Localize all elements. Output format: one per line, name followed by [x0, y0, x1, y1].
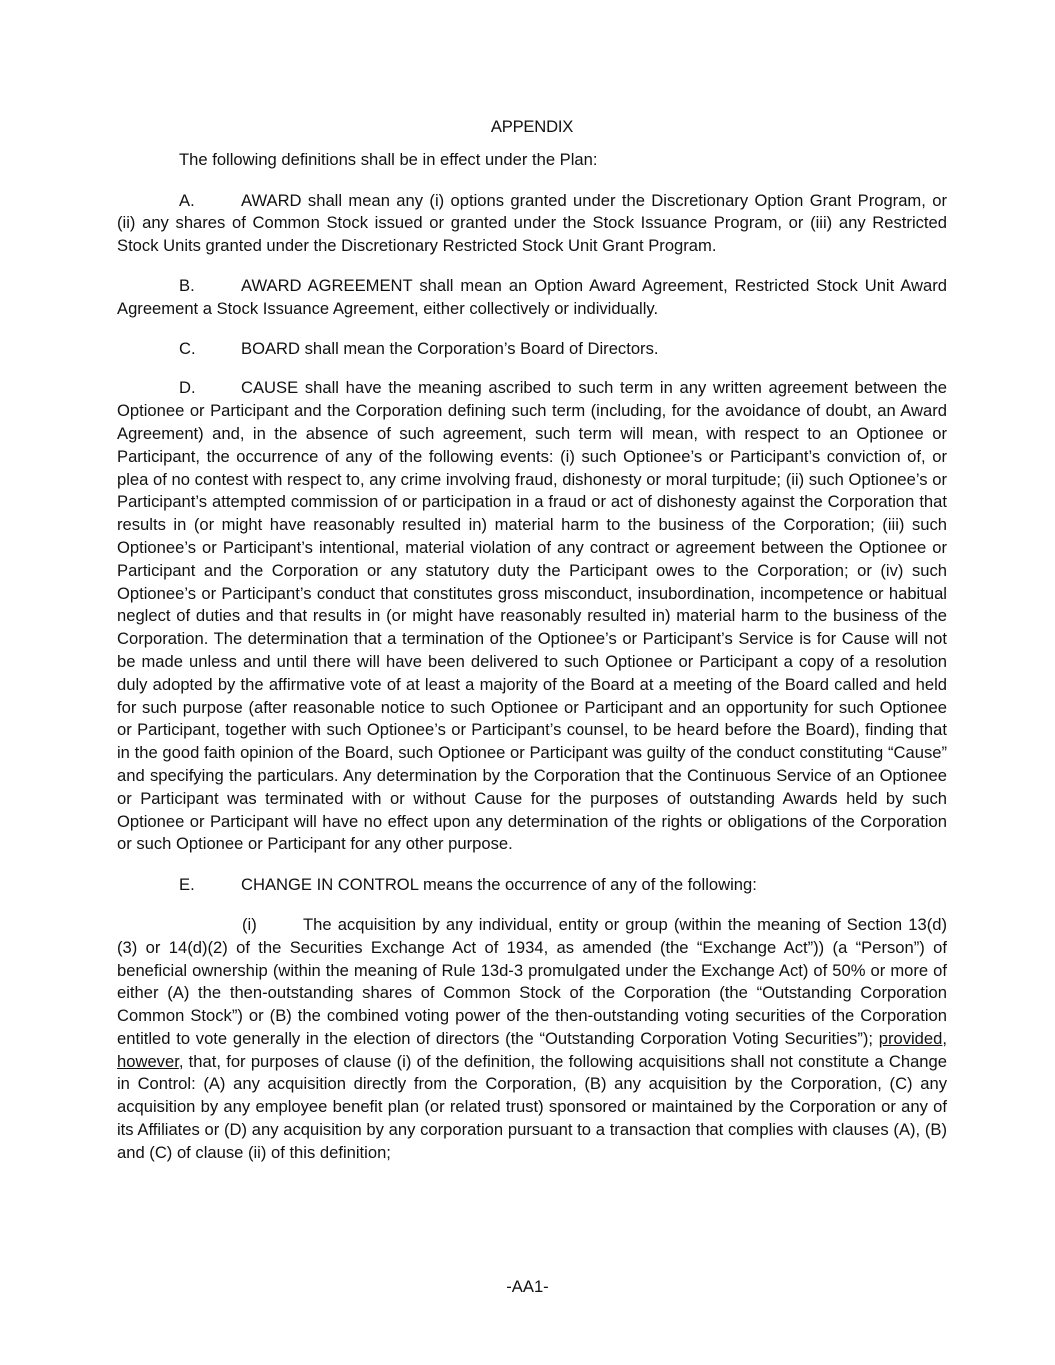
definition-term: AWARD AGREEMENT [241, 275, 413, 295]
definition-text: means the occurrence of any of the following: [418, 875, 757, 895]
definition-letter: C. [179, 338, 196, 358]
definition-c [117, 338, 947, 361]
definition-text: shall mean an Option Award Agreement, Restricted Stock Unit Award Agreement a Stock Issuance Agreement, either collectively or individually. [117, 275, 947, 318]
definition-letter: E. [179, 875, 195, 895]
document-page [117, 116, 947, 1165]
definition-b [117, 275, 947, 321]
clause-number: (i) [242, 914, 257, 934]
clause-comma: , [942, 1028, 947, 1048]
definition-letter: D. [179, 378, 196, 398]
definition-letter: B. [179, 275, 195, 295]
definition-term: CAUSE [241, 378, 299, 398]
definition-e [117, 874, 947, 897]
definition-term: AWARD [241, 190, 302, 210]
definition-d [117, 377, 947, 856]
definition-text: shall mean any (i) options granted under the Discretionary Option Grant Program, or (ii) any shares of Common Stock issued or granted under the Stock Issuance Program, or (iii) any Restricted Stock Units granted under the Discretionary Restricted Stock Unit Grant Program. [117, 190, 947, 256]
change-in-control-clause-i [117, 914, 947, 1165]
provided-term: provided [878, 1028, 943, 1048]
definition-a [117, 190, 947, 258]
definition-text: shall have the meaning ascribed to such term in any written agreement between the Optionee or Participant and the Corporation defining such term (including, for the avoidance of doubt, an Award Agreement) and, in the absence of such agreement, such term will mean, with respect to an Optionee or Participant, the occurrence of any of the following events: (i) such Optionee’s or Participant’s conviction of, or plea of no contest with respect to, any crime involving fraud, dishonesty or moral turpitude; (ii) such Optionee’s or Participant’s attempted commission of or participation in a fraud or act of dishonesty against the Corporation that results in (or might have reasonably resulted in) material harm to the business of the Corporation; (iii) such Optionee’s or Participant’s intentional, material violation of any contract or agreement between the Optionee or Participant and the Corporation or any statutory duty the Participant owes to the Corporation; or (iv) such Optionee’s or Participant’s conduct that constitutes gross misconduct, insubordination, incompetence or habitual neglect of duties and that results in (or might have reasonably resulted in) material harm to the business of the Corporation. The determination that a termination of the Optionee’s or Participant’s Service is for Cause will not be made unless and until there will have been delivered to such Optionee or Participant a copy of a resolution duly adopted by the affirmative vote of at least a majority of the Board at a meeting of the Board called and held for such purpose (after reasonable notice to such Optionee or Participant and an opportunity for such Optionee or Participant, together with such Optionee’s or Participant’s counsel, to be heard before the Board), finding that in the good faith opinion of the Board, such Optionee or Participant was guilty of the conduct constituting “Cause” and specifying the particulars. Any determination by the Corporation that the Continuous Service of an Optionee or Participant was terminated with or without Cause for the purposes of outstanding Awards held by such Optionee or Participant will have no effect upon any determination of the rights or obligations of the Corporation or such Optionee or Participant for any other purpose. [117, 378, 947, 854]
clause-text-after: , that, for purposes of clause (i) of the definition, the following acquisitions shall not constitute a Change in Control: (A) any acquisition directly from the Corporation, (B) any acquisition by the Corporation, (C) any acquisition by any employee benefit plan (or related trust) sponsored or maintained by the Corporation or any of its Affiliates or (D) any acquisition by any corporation pursuant to a transaction that complies with clauses (A), (B) and (C) of clause (ii) of this definition; [117, 1051, 947, 1162]
however-term: however [117, 1051, 179, 1071]
definition-term: CHANGE IN CONTROL [241, 875, 419, 895]
definition-letter: A. [179, 190, 195, 210]
definition-text: shall mean the Corporation’s Board of Directors. [300, 338, 659, 358]
definition-term: BOARD [241, 338, 301, 358]
page-number: -AA1- [506, 1277, 549, 1296]
clause-text-before: The acquisition by any individual, entity or group (within the meaning of Section 13(d)(3) or 14(d)(2) of the Securities Exchange Act of 1934, as amended (the “Exchange Act”)) (a “Person”) of beneficial ownership (within the meaning of Rule 13d-3 promulgated under the Exchange Act) of 50% or more of either (A) the then-outstanding shares of Common Stock of the Corporation (the “Outstanding Corporation Common Stock”) or (B) the combined voting power of the then-outstanding voting securities of the Corporation entitled to vote generally in the election of directors (the “Outstanding Corporation Voting Securities”); [117, 914, 947, 1048]
intro-paragraph: The following definitions shall be in effect under the Plan: [179, 149, 598, 169]
page-title: APPENDIX [490, 117, 574, 136]
